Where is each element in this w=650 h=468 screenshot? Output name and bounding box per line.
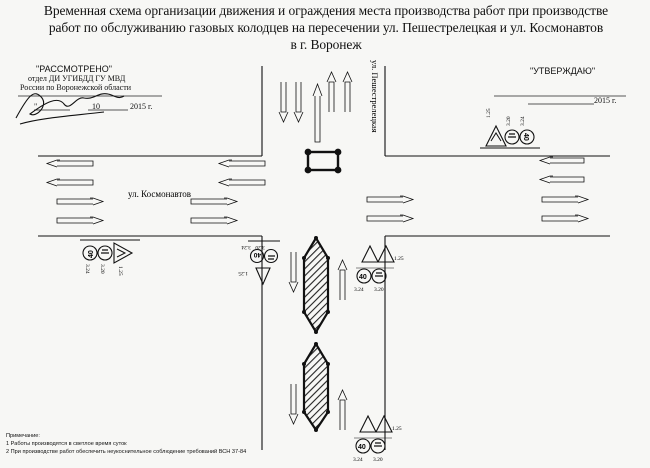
title-line-2: работ по обслуживанию газовых колодцев на пересечении ул. Пешестрелецкая и ул. Космонавтов [48,20,604,35]
signature-scribble [16,94,124,124]
sign-code-125-west: 1.25 [117,266,123,276]
notes-heading: Примечание: [6,433,40,439]
speed-limit-value-east: 40 [522,133,529,141]
no-overtaking-sign-north [268,256,275,259]
notes-item-2: 2 При производстве работ обеспечить неукоснительное соблюдение требований ВСН 37-84 [6,449,247,455]
approved-date-year: 2015 г. [594,96,617,105]
sign-code-320-east: 3.20 [506,116,512,126]
notes-block [6,432,246,456]
intersection-work-zone [306,150,340,172]
sign-code-320-west: 3.20 [99,264,105,274]
no-overtaking-sign-west [101,250,109,253]
approved-heading: "УТВЕРЖДАЮ" [530,66,596,76]
reviewed-date-day: " [34,102,38,111]
street-name-horizontal: ул. Космонавтов [128,189,191,199]
title-line-3: в г. Воронеж [290,37,362,52]
street-name-vertical: ул. Пешестрелецкая [370,60,380,133]
speed-limit-value-south-1: 40 [359,274,367,281]
sign-code-125-north: 1.25 [238,270,248,276]
roadworks-sign-west [117,249,125,257]
speed-limit-value-west: 40 [88,250,95,258]
reviewed-org-line: отдел ДИ УГИБДД ГУ МВД [28,74,126,83]
hatched-work-zone-north [302,236,330,334]
sign-code-125-east: 1.25 [486,108,492,118]
lane-arrows-top-arm [279,72,352,142]
sign-code-324-east: 3.24 [520,116,526,126]
sign-code-320-south-2: 3.20 [373,457,383,463]
title-line-1: Временная схема организации движения и ограждения места производства работ при производстве [43,3,609,18]
hatched-work-zone-south [302,342,330,432]
reviewed-date-month: 10 [92,102,100,111]
sign-code-324-west: 3.24 [84,264,90,274]
sign-code-320-south-1: 3.20 [374,287,384,293]
reviewed-heading: "РАССМОТРЕНО" [36,64,112,74]
sign-code-125-south-1: 1.25 [394,256,404,262]
reviewed-date-year: 2015 г. [130,102,153,111]
reviewed-region-line: России по Воронежской области [20,83,131,92]
sign-code-320-north: 3.20 [255,244,265,250]
sign-code-324-north: 3.24 [241,244,251,250]
sign-code-125-south-2: 1.25 [392,426,402,432]
no-overtaking-sign-south-2 [374,443,382,446]
no-overtaking-sign-east [508,134,516,137]
speed-limit-value-south-2: 40 [358,444,366,451]
stamp-lines [18,96,626,110]
notes-item-1: 1 Работы производятся в светлое время суток [6,441,127,447]
lane-arrows-right-arm [367,157,588,222]
no-overtaking-sign-south-1 [375,273,383,276]
speed-limit-value-north: 40 [253,251,261,258]
sign-code-324-south-1: 3.24 [354,287,364,293]
sign-code-324-south-2: 3.24 [353,457,363,463]
